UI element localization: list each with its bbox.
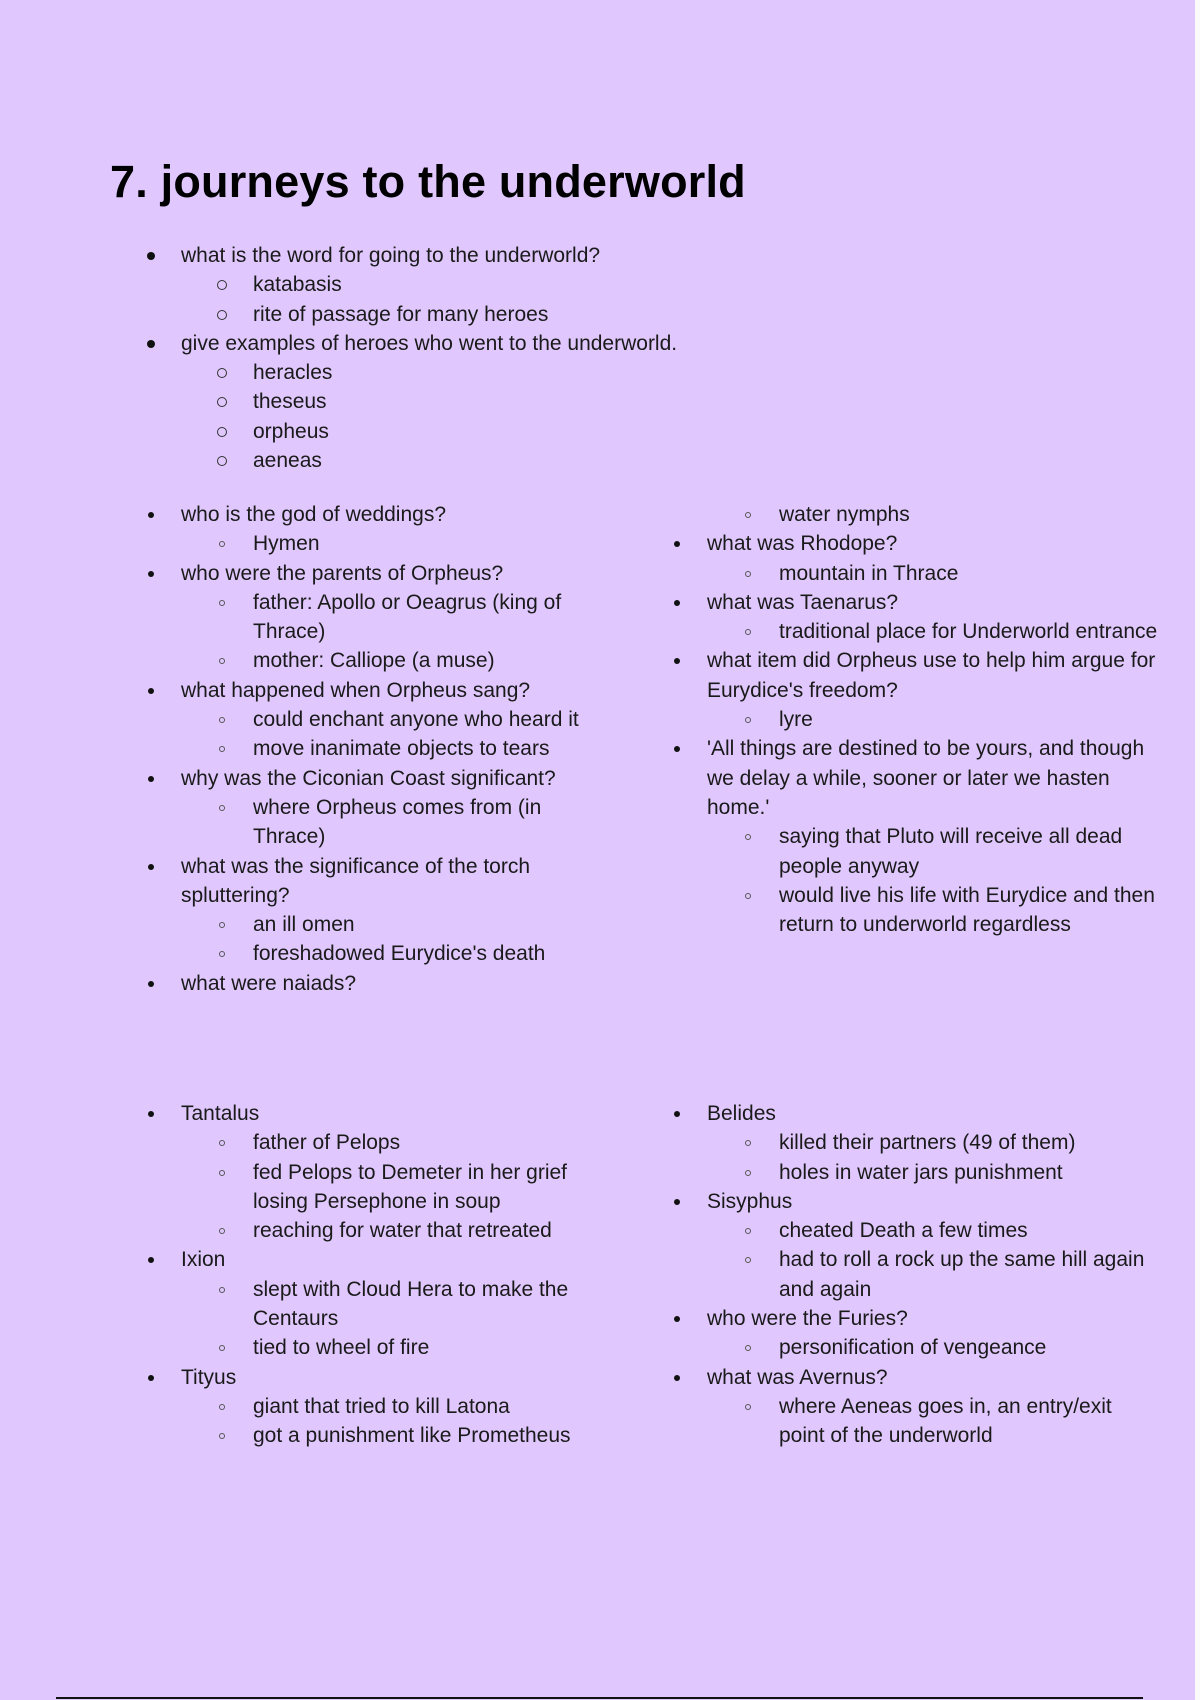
list-item bbox=[181, 1245, 611, 1362]
answer-item: where Orpheus comes from (in Thrace) bbox=[253, 793, 611, 852]
answer-item: saying that Pluto will receive all dead people anyway bbox=[779, 822, 1162, 881]
list-item bbox=[181, 969, 611, 998]
question-text: who were the parents of Orpheus? bbox=[181, 561, 504, 585]
answer-list bbox=[707, 1333, 1162, 1362]
answer-item: orpheus bbox=[253, 417, 1081, 446]
answer-item: father: Apollo or Oeagrus (king of Thrace) bbox=[253, 588, 611, 647]
question-text: who is the god of weddings? bbox=[181, 503, 447, 526]
answer-item: rite of passage for many heroes bbox=[253, 300, 1081, 329]
list-item bbox=[707, 734, 1162, 939]
answer-item: had to roll a rock up the same hill again and again bbox=[779, 1245, 1162, 1304]
question-text: what item did Orpheus use to help him argue for Eurydice's freedom? bbox=[707, 649, 1156, 702]
answer-item: cheated Death a few times bbox=[779, 1216, 1162, 1245]
answer-item: foreshadowed Eurydice's death bbox=[253, 939, 611, 968]
answer-list bbox=[181, 1392, 611, 1451]
page-title: 7. journeys to the underworld bbox=[110, 156, 746, 207]
list-item bbox=[707, 529, 1162, 588]
answer-item: an ill omen bbox=[253, 910, 611, 939]
bullet-list bbox=[707, 500, 1162, 939]
list-item bbox=[181, 241, 1081, 329]
section-3-right-list bbox=[707, 1099, 1162, 1451]
list-item bbox=[181, 1363, 611, 1451]
bullet-list bbox=[181, 500, 611, 998]
answer-item: heracles bbox=[253, 358, 1081, 387]
list-item bbox=[707, 588, 1162, 647]
list-item bbox=[707, 646, 1162, 734]
answer-item: father of Pelops bbox=[253, 1128, 611, 1157]
list-item bbox=[181, 559, 611, 676]
answer-list bbox=[707, 1128, 1162, 1187]
question-text: what happened when Orpheus sang? bbox=[181, 678, 531, 702]
question-text: what was Avernus? bbox=[707, 1365, 888, 1389]
answer-list bbox=[707, 617, 1162, 646]
bottom-divider bbox=[56, 1697, 1143, 1699]
list-item bbox=[707, 1187, 1162, 1304]
answer-item: could enchant anyone who heard it bbox=[253, 705, 611, 734]
answer-list bbox=[707, 1216, 1162, 1304]
question-text: 'All things are destined to be yours, and though we delay a while, sooner or later we hasten home.' bbox=[707, 737, 1145, 819]
answer-list bbox=[181, 270, 1081, 329]
answer-item: move inanimate objects to tears bbox=[253, 734, 611, 763]
section-2-right-list bbox=[707, 500, 1162, 939]
question-text: Belides bbox=[707, 1102, 776, 1125]
answer-list bbox=[707, 500, 1162, 529]
answer-item: katabasis bbox=[253, 270, 1081, 299]
list-item bbox=[707, 1363, 1162, 1451]
answer-item: traditional place for Underworld entrance bbox=[779, 617, 1162, 646]
answer-list bbox=[707, 705, 1162, 734]
list-item bbox=[707, 500, 1162, 529]
answer-item: killed their partners (49 of them) bbox=[779, 1128, 1162, 1157]
bullet-list bbox=[181, 241, 1081, 475]
answer-item: slept with Cloud Hera to make the Centaurs bbox=[253, 1275, 611, 1334]
list-item bbox=[181, 329, 1081, 475]
section-1-list bbox=[181, 241, 1081, 475]
question-text: what were naiads? bbox=[181, 971, 357, 995]
list-item bbox=[181, 500, 611, 559]
answer-list bbox=[181, 529, 611, 558]
answer-item: tied to wheel of fire bbox=[253, 1333, 611, 1362]
bullet-list bbox=[707, 1099, 1162, 1451]
answer-item: mother: Calliope (a muse) bbox=[253, 646, 611, 675]
answer-list bbox=[181, 1128, 611, 1245]
answer-list bbox=[181, 588, 611, 676]
list-item bbox=[707, 1099, 1162, 1187]
answer-item: where Aeneas goes in, an entry/exit point of the underworld bbox=[779, 1392, 1162, 1451]
answer-item: aeneas bbox=[253, 446, 1081, 475]
answer-item: lyre bbox=[779, 705, 1162, 734]
question-text: why was the Ciconian Coast significant? bbox=[181, 766, 556, 790]
list-item bbox=[181, 676, 611, 764]
page-edge bbox=[1195, 0, 1200, 1700]
question-text: give examples of heroes who went to the underworld. bbox=[181, 331, 678, 355]
answer-item: got a punishment like Prometheus bbox=[253, 1421, 611, 1450]
answer-item: mountain in Thrace bbox=[779, 559, 1162, 588]
answer-list bbox=[707, 559, 1162, 588]
answer-list bbox=[707, 822, 1162, 939]
answer-item: theseus bbox=[253, 387, 1081, 416]
answer-list bbox=[181, 910, 611, 969]
question-text: what was the significance of the torch spluttering? bbox=[181, 854, 531, 907]
question-text: Sisyphus bbox=[707, 1189, 793, 1213]
bullet-list bbox=[181, 1099, 611, 1451]
question-text: what was Taenarus? bbox=[707, 590, 899, 614]
list-item bbox=[707, 1304, 1162, 1363]
answer-item: personification of vengeance bbox=[779, 1333, 1162, 1362]
answer-item: fed Pelops to Demeter in her grief losing Persephone in soup bbox=[253, 1158, 611, 1217]
section-3-left-list bbox=[181, 1099, 611, 1451]
question-text: what is the word for going to the underworld? bbox=[181, 244, 601, 267]
answer-item: reaching for water that retreated bbox=[253, 1216, 611, 1245]
question-text: Tantalus bbox=[181, 1102, 260, 1125]
list-item bbox=[181, 1099, 611, 1245]
question-text: Ixion bbox=[181, 1248, 226, 1272]
question-text: Tityus bbox=[181, 1365, 237, 1389]
question-text: who were the Furies? bbox=[707, 1307, 908, 1331]
answer-item: holes in water jars punishment bbox=[779, 1158, 1162, 1187]
answer-item: water nymphs bbox=[779, 500, 1162, 529]
list-item bbox=[181, 764, 611, 852]
answer-list bbox=[181, 705, 611, 764]
answer-item: giant that tried to kill Latona bbox=[253, 1392, 611, 1421]
answer-list bbox=[707, 1392, 1162, 1451]
answer-list bbox=[181, 793, 611, 852]
answer-item: would live his life with Eurydice and then return to underworld regardless bbox=[779, 881, 1162, 940]
list-item bbox=[181, 852, 611, 969]
answer-item: Hymen bbox=[253, 529, 611, 558]
section-2-left-list bbox=[181, 500, 611, 998]
question-text: what was Rhodope? bbox=[707, 532, 898, 556]
answer-list bbox=[181, 1275, 611, 1363]
answer-list bbox=[181, 358, 1081, 475]
